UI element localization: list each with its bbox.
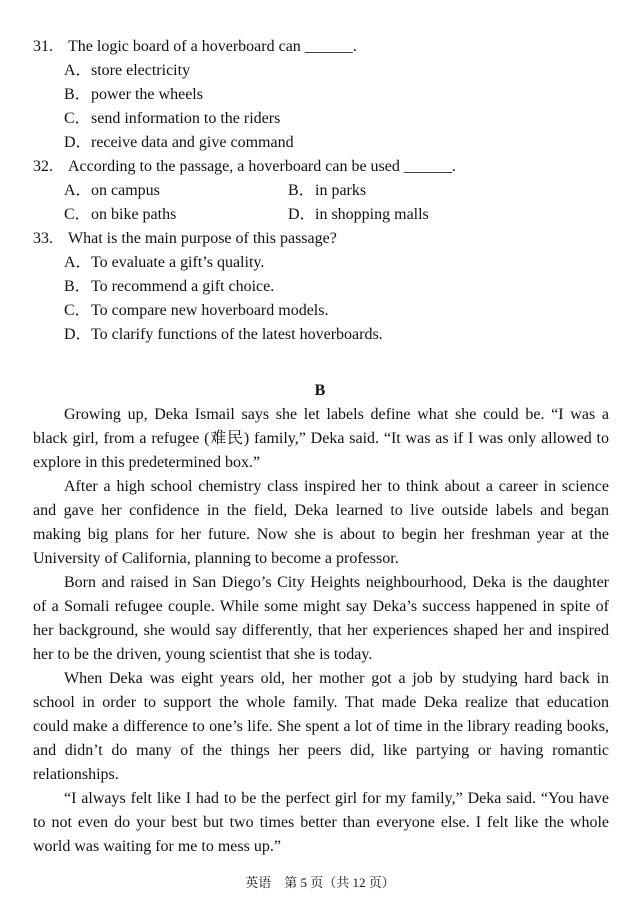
- paragraph-line: her background, she would say differently, that her experiences shaped her and inspired: [33, 622, 609, 639]
- paragraph-line: relationships.: [33, 766, 119, 783]
- paragraph-line: of a Somali refugee couple. While some might say Deka’s success happened in spite of: [33, 598, 609, 615]
- option-c: C．To compare new hoverboard models.: [64, 302, 329, 319]
- option-a: A．on campus: [64, 182, 160, 199]
- section-title: B: [314, 382, 326, 399]
- paragraph-line: world was waiting for me to mess up.”: [33, 838, 281, 855]
- option-a: A．To evaluate a gift’s quality.: [64, 254, 265, 271]
- paragraph-line: Born and raised in San Diego’s City Heights neighbourhood, Deka is the daughter: [64, 574, 609, 591]
- paragraph-line: Growing up, Deka Ismail says she let labels define what she could be. “I was a: [64, 406, 609, 423]
- paragraph-line: When Deka was eight years old, her mother got a job by studying hard back in: [64, 670, 609, 687]
- option-b: B．in parks: [288, 182, 367, 199]
- paragraph-line: “I always felt like I had to be the perfect girl for my family,” Deka said. “You have: [64, 790, 609, 807]
- page-footer: 英语 第 5 页（共 12 页）: [245, 875, 395, 890]
- option-d: D．To clarify functions of the latest hoverboards.: [64, 326, 383, 343]
- option-c: C．on bike paths: [64, 206, 177, 223]
- paragraph-line: making big plans for her future. Now she is about to begin her freshman year at the: [33, 526, 609, 543]
- option-b: B．To recommend a gift choice.: [64, 278, 275, 295]
- option-b: B．power the wheels: [64, 86, 203, 103]
- question-number: 31.: [33, 38, 53, 55]
- question-number: 32.: [33, 158, 53, 175]
- paragraph-line: could make a difference to one’s life. She spent a lot of time in the library reading books,: [33, 718, 609, 735]
- option-d: D．receive data and give command: [64, 134, 294, 151]
- paragraph-line: her to be the driven, young scientist that she is today.: [33, 646, 373, 663]
- paragraph-line: black girl, from a refugee (难民) family,” Deka said. “It was as if I was only allowed to: [33, 430, 609, 447]
- question-stem: What is the main purpose of this passage?: [68, 230, 337, 247]
- question-number: 33.: [33, 230, 53, 247]
- option-c: C．send information to the riders: [64, 110, 281, 127]
- paragraph-line: and didn’t do many of the things her peers did, like partying or having romantic: [33, 742, 609, 759]
- paragraph-line: school in order to support the whole family. That made Deka realize that education: [33, 694, 609, 711]
- option-a: A．store electricity: [64, 62, 191, 79]
- paragraph-line: explore in this predetermined box.”: [33, 454, 261, 471]
- question-stem: According to the passage, a hoverboard can be used ______.: [68, 158, 456, 175]
- paragraph-line: and gave her confidence in the field, Deka learned to live outside labels and began: [33, 502, 609, 519]
- paragraph-line: University of California, planning to become a professor.: [33, 550, 399, 567]
- paragraph-line: After a high school chemistry class inspired her to think about a career in science: [64, 478, 609, 495]
- option-d: D．in shopping malls: [288, 206, 429, 223]
- question-stem: The logic board of a hoverboard can ______.: [68, 38, 357, 55]
- paragraph-line: to not even do your best but two times better than everyone else. I felt like the whole: [33, 814, 609, 831]
